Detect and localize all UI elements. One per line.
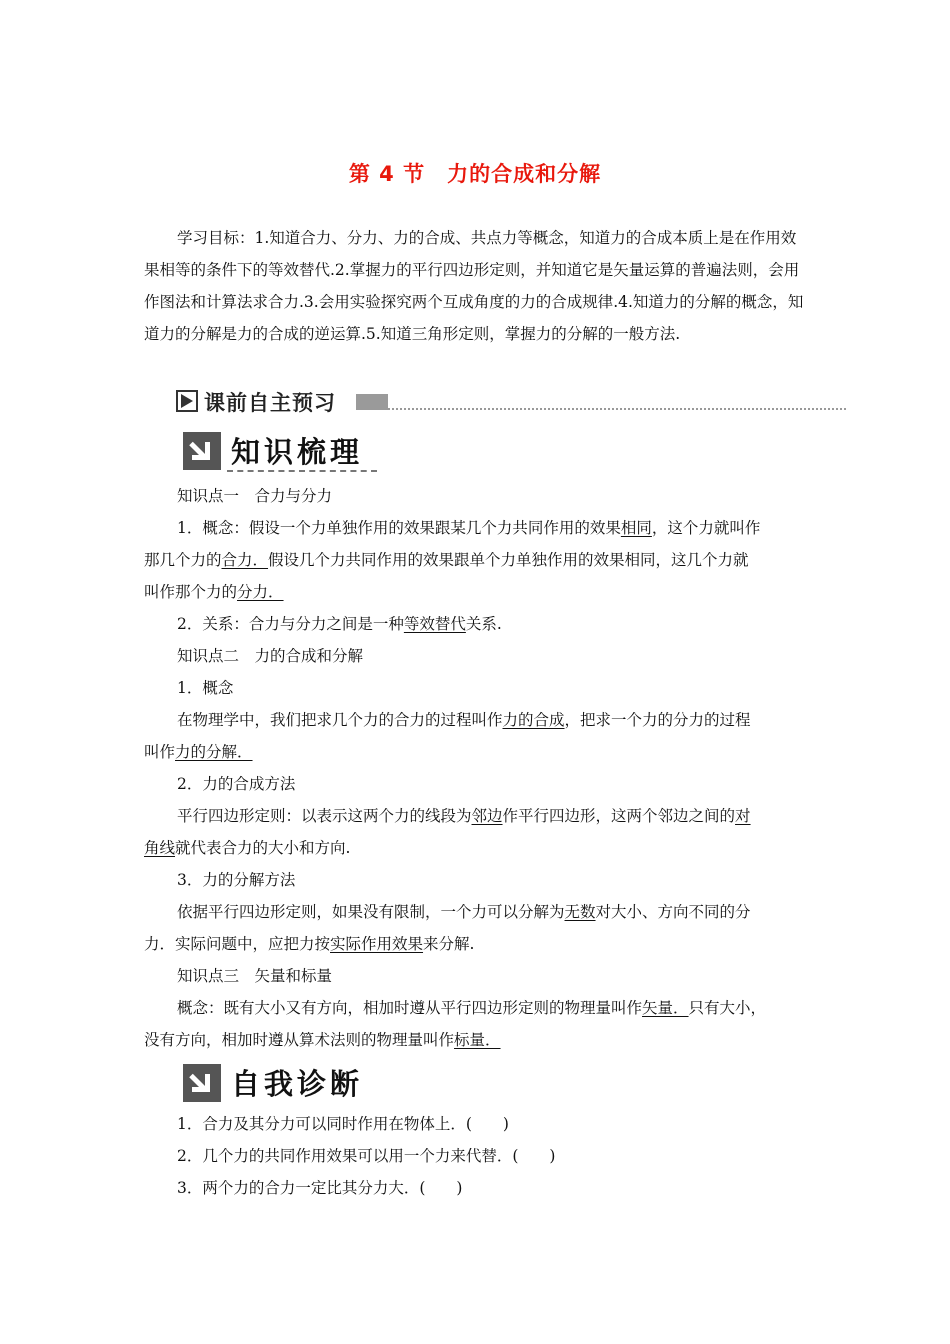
diagnosis-q1: 1．合力及其分力可以同时作用在物体上．( ): [177, 1115, 509, 1133]
kp2-c1-line2: 叫作力的分解．: [144, 743, 253, 761]
kp1-item1-line1: 1．概念：假设一个力单独作用的效果跟某几个力共同作用的效果相同，这个力就叫作: [177, 519, 761, 537]
diagnosis-q2: 2．几个力的共同作用效果可以用一个力来代替．( ): [177, 1147, 556, 1165]
answer-blank: 邻边: [471, 807, 503, 825]
answer-blank: 合力．: [221, 551, 269, 569]
kp2-c3-line2: 力．实际问题中，应把力按实际作用效果来分解.: [144, 935, 475, 953]
section-banner: [176, 386, 848, 416]
kp2-c2-title: 2．力的合成方法: [177, 775, 296, 793]
arrow-box-icon: [183, 432, 221, 470]
heading-dashed-rule: [227, 470, 377, 472]
kp2-c3-title: 3．力的分解方法: [177, 871, 296, 889]
banner-grey-block: [356, 394, 388, 410]
banner-dotted-rule: [388, 408, 846, 410]
kp1-title: 知识点一 合力与分力: [177, 487, 333, 505]
kp3-title: 知识点三 矢量和标量: [177, 967, 333, 985]
banner-arrow-icon: [176, 390, 198, 412]
page-title: 第 4 节 力的合成和分解: [348, 162, 602, 186]
kp3-line1: 概念：既有大小又有方向，相加时遵从平行四边形定则的物理量叫作矢量．只有大小，: [177, 999, 767, 1017]
kp2-c1-line1: 在物理学中，我们把求几个力的合力的过程叫作力的合成，把求一个力的分力的过程: [177, 711, 751, 729]
arrow-box-icon: [183, 1064, 221, 1102]
kp2-title: 知识点二 力的合成和分解: [177, 647, 364, 665]
answer-blank: 无数: [564, 903, 596, 921]
diagnosis-heading-label: 自我诊断: [231, 1067, 364, 1101]
answer-blank: 等效替代: [403, 615, 466, 633]
answer-blank: 矢量．: [642, 999, 689, 1017]
knowledge-heading-label: 知识梳理: [231, 435, 364, 469]
kp1-item1-line3: 叫作那个力的分力．: [144, 583, 284, 601]
kp2-c2-line1: 平行四边形定则：以表示这两个力的线段为邻边作平行四边形，这两个邻边之间的对: [177, 807, 751, 825]
answer-blank: 力的合成: [502, 711, 565, 729]
kp2-c1-title: 1．概念: [177, 679, 234, 697]
diagnosis-q3: 3．两个力的合力一定比其分力大．( ): [177, 1179, 463, 1197]
answer-blank: 实际作用效果: [330, 935, 424, 953]
answer-blank: 角线: [144, 839, 176, 857]
section-banner-label: 课前自主预习: [204, 391, 336, 415]
kp2-c3-line1: 依据平行四边形定则，如果没有限制，一个力可以分解为无数对大小、方向不同的分: [177, 903, 751, 921]
kp1-item1-line2: 那几个力的合力．假设几个力共同作用的效果跟单个力单独作用的效果相同，这几个力就: [144, 551, 749, 569]
answer-blank: 标量．: [454, 1031, 501, 1049]
learning-objectives: 学习目标：1.知道合力、分力、力的合成、共点力等概念，知道力的合成本质上是在作用效果相等的条件下的等效替代.2.掌握力的平行四边形定则，并知道它是矢量运算的普遍法则，会用作图法和计算法求合力.3.会用实验探究两个互成角度的力的合成规律.4.知道力的分解的概念，知道力的分解是力的合成的逆运算.5.知道三角形定则，掌握力的分解的一般方法.: [144, 229, 804, 343]
answer-blank: 分力．: [237, 583, 284, 601]
kp3-line2: 没有方向，相加时遵从算术法则的物理量叫作标量．: [144, 1031, 501, 1049]
answer-blank: 对: [735, 807, 751, 825]
kp2-c2-line2: 角线就代表合力的大小和方向.: [144, 839, 351, 857]
answer-blank: 力的分解．: [175, 743, 253, 761]
kp1-item2: 2．关系：合力与分力之间是一种等效替代关系.: [177, 615, 502, 633]
answer-blank: 相同: [620, 519, 652, 537]
